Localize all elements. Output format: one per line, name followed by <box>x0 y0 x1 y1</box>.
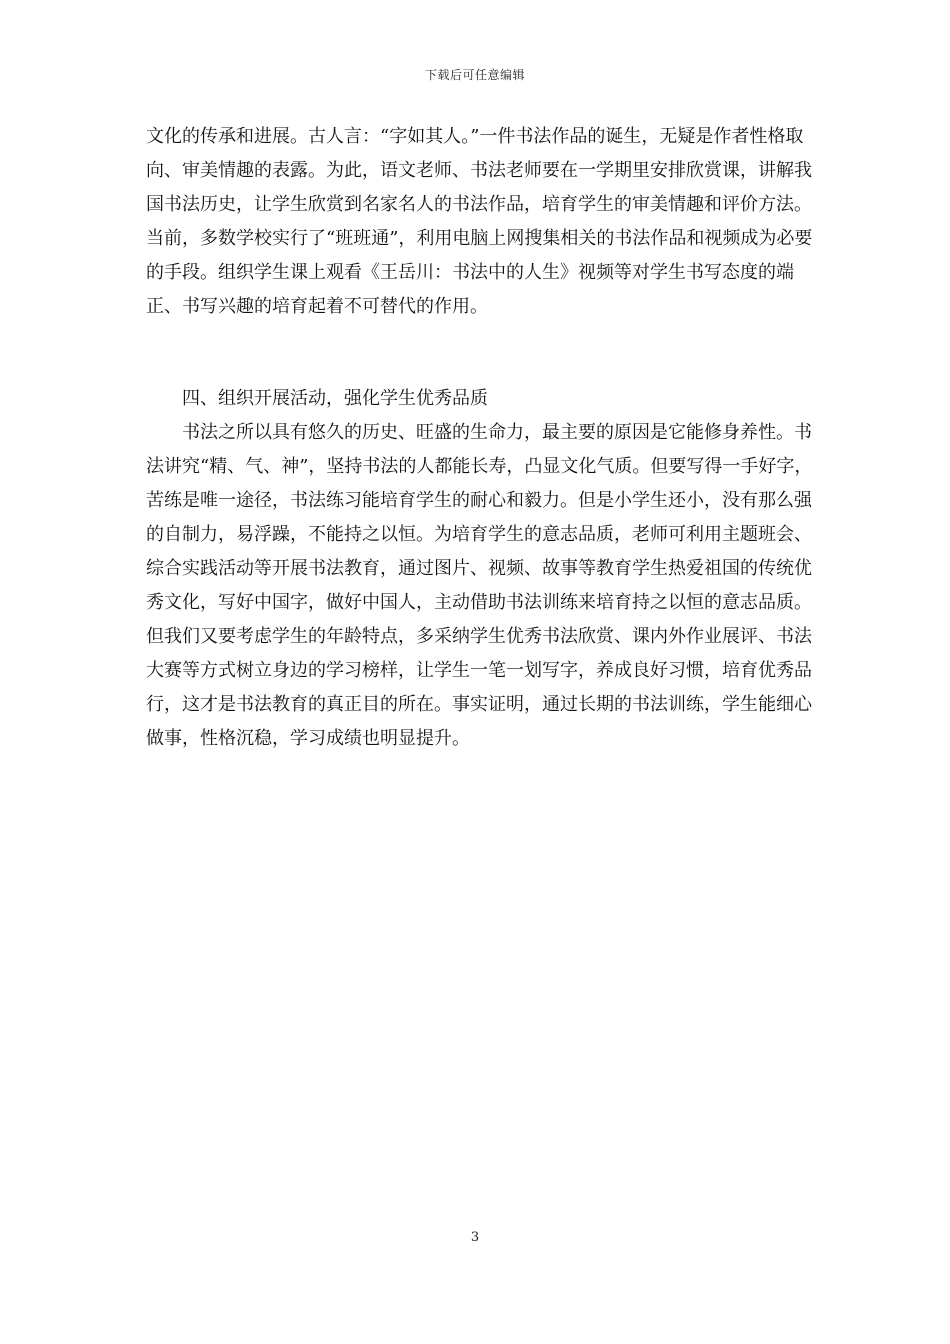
body-paragraph-1: 文化的传承和进展。古人言：“字如其人。”一件书法作品的诞生，无疑是作者性格取向、审美情趣的表露。为此，语文老师、书法老师要在一学期里安排欣赏课，讲解我国书法历史，让学生欣赏到名家名人的书法作品，培育学生的审美情趣和评价方法。当前，多数学校实行了“班班通”，利用电脑上网搜集相关的书法作品和视频成为必要的手段。组织学生课上观看《王岳川：书法中的人生》视频等对学生书写态度的端正、书写兴趣的培育起着不可替代的作用。 <box>146 126 813 317</box>
page-header-note: 下载后可任意编辑 <box>424 68 525 82</box>
body-paragraph-2: 书法之所以具有悠久的历史、旺盛的生命力，最主要的原因是它能修身养性。书法讲究“精、气、神”，坚持书法的人都能长寿，凸显文化气质。但要写得一手好字，苦练是唯一途径，书法练习能培育学生的耐心和毅力。但是小学生还小，没有那么强的自制力，易浮躁，不能持之以恒。为培育学生的意志品质，老师可利用主题班会、综合实践活动等开展书法教育，通过图片、视频、故事等教育学生热爱祖国的传统优秀文化，写好中国字，做好中国人，主动借助书法训练来培育持之以恒的意志品质。但我们又要考虑学生的年龄特点，多采纳学生优秀书法欣赏、课内外作业展评、书法大赛等方式树立身边的学习榜样，让学生一笔一划写字，养成良好习惯，培育优秀品行，这才是书法教育的真正目的所在。事实证明，通过长期的书法训练，学生能细心做事，性格沉稳，学习成绩也明显提升。 <box>146 422 813 749</box>
section-heading: 四、组织开展活动，强化学生优秀品质 <box>182 388 488 409</box>
page-number: 3 <box>470 1230 480 1245</box>
